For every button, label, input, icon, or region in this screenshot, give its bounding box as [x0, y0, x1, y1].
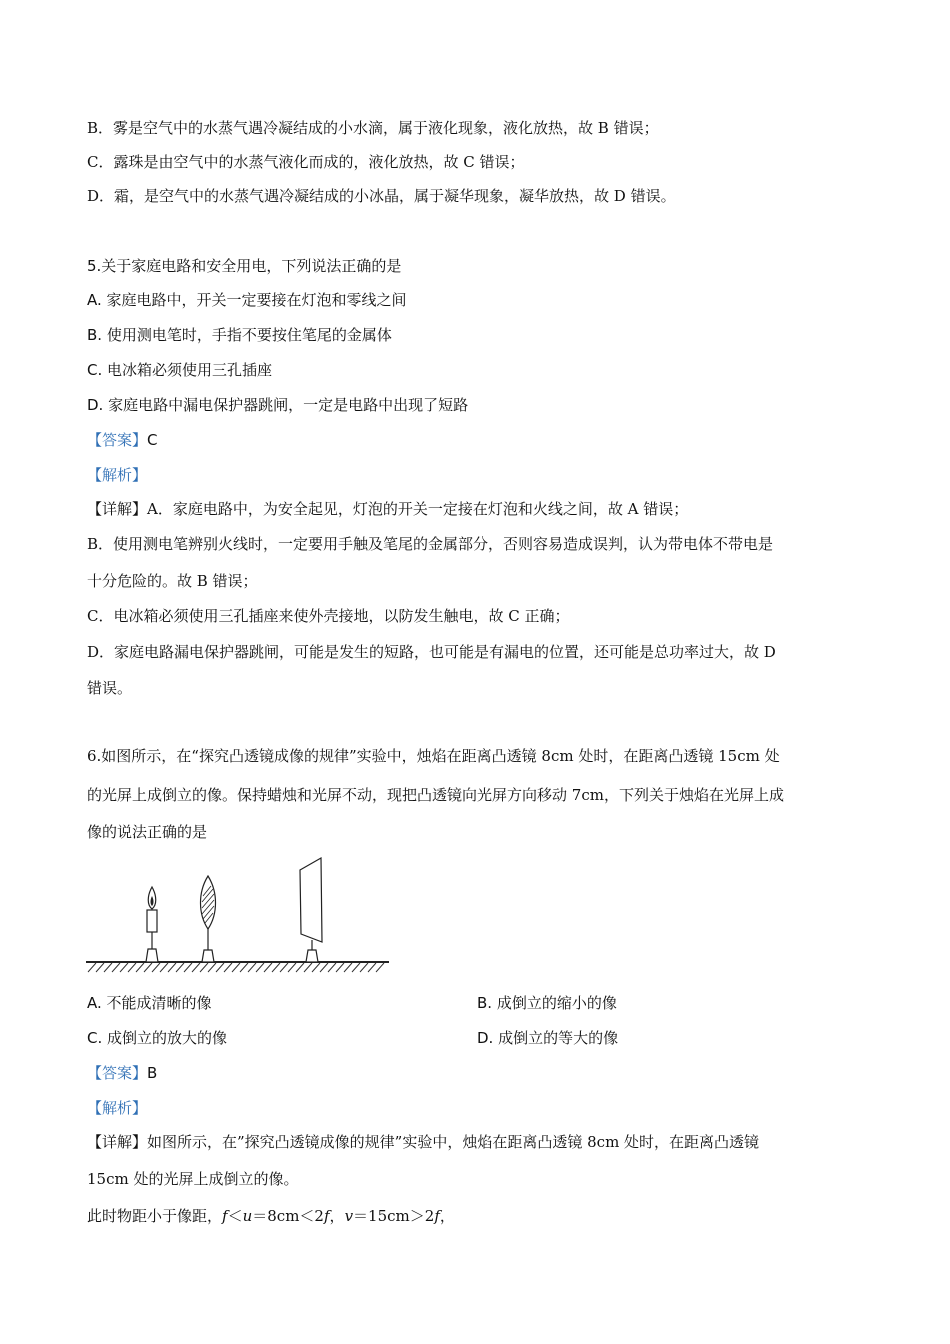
q4-explain-d: D．霜，是空气中的水蒸气遇冷凝结成的小冰晶，属于凝华现象，凝华放热，故 D 错误。	[87, 187, 676, 205]
light-screen	[300, 858, 322, 962]
q5-option-a: A. 家庭电路中，开关一定要接在灯泡和零线之间	[87, 291, 407, 309]
q5-detail-a	[87, 499, 688, 519]
var-f: f	[222, 1207, 228, 1225]
answer-value: B	[147, 1064, 158, 1082]
var-f: f	[434, 1207, 440, 1225]
q6-option-c: C. 成倒立的放大的像	[87, 1029, 228, 1047]
detail-prefix: 此时物距小于像距，	[87, 1207, 223, 1225]
var-v: v	[344, 1207, 354, 1225]
q6-stem-line1: 6.如图所示，在“探究凸透镜成像的规律”实验中，烛焰在距离凸透镜 8cm 处时，在距离凸透镜 15cm 处	[87, 747, 780, 765]
q6-option-d: D. 成倒立的等大的像	[477, 1029, 619, 1047]
q6-option-b: B. 成倒立的缩小的像	[477, 994, 617, 1012]
q6-detail-line3	[87, 1206, 455, 1226]
q5-detail-b2: 十分危险的。故 B 错误；	[87, 572, 258, 590]
q6-answer	[87, 1063, 157, 1083]
detail-tag: 【详解】	[87, 500, 148, 518]
var-f: f	[323, 1207, 330, 1225]
detail-tag: 【详解】	[87, 1133, 148, 1151]
screen-base	[306, 950, 318, 962]
answer-value: C	[147, 431, 158, 449]
u-value: ＝8cm＜2	[252, 1207, 324, 1225]
q6-stem-line3: 像的说法正确的是	[87, 823, 208, 841]
q4-explain-b: B．雾是空气中的水蒸气遇冷凝结成的小水滴，属于液化现象，液化放热，故 B 错误；	[87, 119, 659, 137]
comma: ，	[439, 1207, 455, 1225]
q5-detail-d1: D．家庭电路漏电保护器跳闸，可能是发生的短路，也可能是有漏电的位置，还可能是总功率过大，故 D	[87, 643, 776, 661]
bench-hatching	[88, 963, 384, 972]
q5-option-b: B. 使用测电笔时，手指不要按住笔尾的金属体	[87, 326, 392, 344]
q5-detail-c: C．电冰箱必须使用三孔插座来使外壳接地，以防发生触电，故 C 正确；	[87, 607, 570, 625]
q5-option-c: C. 电冰箱必须使用三孔插座	[87, 361, 273, 379]
q5-detail-d2: 错误。	[87, 679, 133, 697]
lens-body	[201, 876, 216, 929]
q6-analysis-tag	[87, 1098, 147, 1118]
q5-analysis-tag	[87, 465, 147, 485]
convex-lens	[201, 876, 216, 962]
q6-stem-line2: 的光屏上成倒立的像。保持蜡烛和光屏不动，现把凸透镜向光屏方向移动 7cm，下列关于烛焰在光屏上成	[87, 786, 784, 804]
q6-option-a: A. 不能成清晰的像	[87, 994, 212, 1012]
screen-board	[300, 858, 322, 942]
answer-tag: 【答案】	[87, 431, 148, 449]
answer-tag: 【答案】	[87, 1064, 148, 1082]
detail-text: A．家庭电路中，为安全起见，灯泡的开关一定接在灯泡和火线之间，故 A 错误；	[147, 500, 689, 518]
candle	[146, 887, 158, 962]
v-value: ＝15cm＞2	[353, 1207, 435, 1225]
q4-explain-c: C．露珠是由空气中的水蒸气液化而成的，液化放热，故 C 错误；	[87, 153, 525, 171]
q6-detail-line2: 15cm 处的光屏上成倒立的像。	[87, 1170, 299, 1188]
candle-base	[146, 949, 158, 962]
q5-option-d: D. 家庭电路中漏电保护器跳闸，一定是电路中出现了短路	[87, 396, 469, 414]
q5-stem: 5.关于家庭电路和安全用电，下列说法正确的是	[87, 257, 402, 275]
analysis-tag: 【解析】	[87, 1099, 148, 1117]
comma: ，	[329, 1207, 345, 1225]
lens-base	[202, 950, 214, 962]
lt-sign: ＜	[227, 1207, 243, 1225]
lens-experiment-figure	[86, 852, 392, 974]
analysis-tag: 【解析】	[87, 466, 148, 484]
q6-detail-line1	[87, 1132, 759, 1152]
q5-detail-b1: B．使用测电笔辨别火线时，一定要用手触及笔尾的金属部分，否则容易造成误判，认为带电体不带电是	[87, 535, 774, 553]
detail-text: 如图所示，在”探究凸透镜成像的规律”实验中，烛焰在距离凸透镜 8cm 处时，在距离凸透镜	[147, 1133, 760, 1151]
var-u: u	[242, 1207, 253, 1225]
q5-answer	[87, 430, 158, 450]
candle-body	[147, 910, 157, 932]
